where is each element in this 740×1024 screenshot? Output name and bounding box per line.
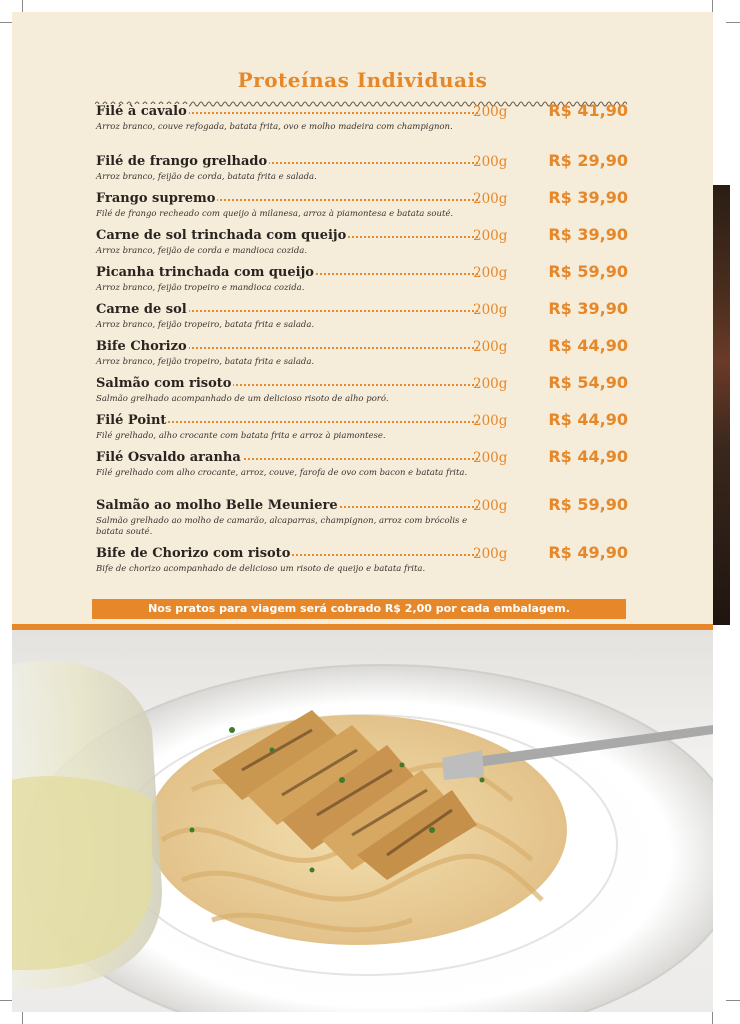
menu-item	[96, 543, 628, 575]
dish-price: R$ 39,90	[548, 299, 628, 318]
dish-weight: 200g	[473, 265, 508, 281]
dish-photo	[12, 630, 713, 1012]
menu-item	[96, 410, 628, 442]
dish-weight: 200g	[473, 498, 508, 514]
menu-item-row	[96, 410, 628, 431]
dish-name: Bife de Chorizo com risoto	[96, 546, 291, 561]
menu-item	[96, 262, 628, 294]
menu-item-row	[96, 336, 628, 357]
menu-item	[96, 188, 628, 220]
menu-item	[96, 101, 628, 133]
dish-name: Picanha trinchada com queijo	[96, 265, 314, 280]
menu-item	[96, 225, 628, 257]
dish-description: Filé grelhado, alho crocante com batata frita e arroz à piamontese.	[96, 431, 386, 441]
menu-item-row	[96, 188, 628, 209]
dish-weight: 200g	[473, 228, 508, 244]
dish-weight: 200g	[473, 376, 508, 392]
menu-item	[96, 336, 628, 368]
dish-price: R$ 59,90	[548, 262, 628, 281]
menu-item-row	[96, 373, 628, 394]
dish-price: R$ 44,90	[548, 447, 628, 466]
menu-item-row	[96, 447, 628, 468]
dish-weight: 200g	[473, 191, 508, 207]
crop-mark	[712, 1010, 713, 1024]
dish-weight: 200g	[473, 339, 508, 355]
menu-item	[96, 373, 628, 405]
menu-item-row	[96, 543, 628, 564]
menu-item-row	[96, 495, 628, 516]
menu-item	[96, 447, 628, 479]
dish-price: R$ 44,90	[548, 410, 628, 429]
dish-price: R$ 39,90	[548, 225, 628, 244]
dish-weight: 200g	[473, 546, 508, 562]
menu-item-row	[96, 225, 628, 246]
crop-mark	[22, 1010, 23, 1024]
dish-weight: 200g	[473, 450, 508, 466]
menu-item-row	[96, 262, 628, 283]
crop-mark	[726, 1000, 740, 1001]
dish-description: Arroz branco, couve refogada, batata frita, ovo e molho madeira com champignon.	[96, 122, 453, 132]
dish-description: Arroz branco, feijão tropeiro, batata frita e salada.	[96, 320, 315, 330]
dish-weight: 200g	[473, 302, 508, 318]
dish-name: Frango supremo	[96, 191, 216, 206]
dish-name: Filé Osvaldo aranha	[96, 450, 241, 465]
dish-description: Arroz branco, feijão tropeiro, batata frita e salada.	[96, 357, 315, 367]
dish-description: Arroz branco, feijão de corda e mandioca cozida.	[96, 246, 308, 256]
dish-description: Salmão grelhado ao molho de camarão, alcaparras, champignon, arroz com brócolis e batata souté.	[96, 516, 468, 537]
menu-item	[96, 151, 628, 183]
dish-name: Salmão com risoto	[96, 376, 232, 391]
dish-description: Filé grelhado com alho crocante, arroz, couve, farofa de ovo com bacon e batata frita.	[96, 468, 468, 478]
crop-mark	[726, 22, 740, 23]
menu-item	[96, 299, 628, 331]
dish-name: Carne de sol trinchada com queijo	[96, 228, 347, 243]
takeaway-notice: Nos pratos para viagem será cobrado R$ 2,00 por cada embalagem.	[92, 599, 626, 619]
dish-price: R$ 49,90	[548, 543, 628, 562]
menu-page	[12, 12, 713, 1012]
dish-price: R$ 29,90	[548, 151, 628, 170]
dish-price: R$ 54,90	[548, 373, 628, 392]
dish-description: Bife de chorizo acompanhado de delicioso um risoto de queijo e batata frita.	[96, 564, 426, 574]
dish-price: R$ 44,90	[548, 336, 628, 355]
dish-weight: 200g	[473, 154, 508, 170]
dish-weight: 200g	[473, 413, 508, 429]
menu-item-row	[96, 299, 628, 320]
dish-name: Filé à cavalo	[96, 104, 187, 119]
menu-item	[96, 495, 628, 538]
dish-description: Salmão grelhado acompanhado de um delicioso risoto de alho poró.	[96, 394, 389, 404]
dish-price: R$ 39,90	[548, 188, 628, 207]
dish-description: Filé de frango recheado com queijo à milanesa, arroz à piamontesa e batata souté.	[96, 209, 454, 219]
dish-name: Salmão ao molho Belle Meuniere	[96, 498, 338, 513]
menu-item-row	[96, 101, 628, 122]
dish-name: Filé de frango grelhado	[96, 154, 268, 169]
section-title: Proteínas Individuais	[237, 68, 488, 92]
dish-name: Filé Point	[96, 413, 167, 428]
dish-name: Bife Chorizo	[96, 339, 187, 354]
dish-name: Carne de sol	[96, 302, 187, 317]
menu-item-row	[96, 151, 628, 172]
dish-description: Arroz branco, feijão de corda, batata frita e salada.	[96, 172, 317, 182]
dish-weight: 200g	[473, 104, 508, 120]
dish-description: Arroz branco, feijão tropeiro e mandioca cozida.	[96, 283, 305, 293]
dish-price: R$ 41,90	[548, 101, 628, 120]
dish-price: R$ 59,90	[548, 495, 628, 514]
